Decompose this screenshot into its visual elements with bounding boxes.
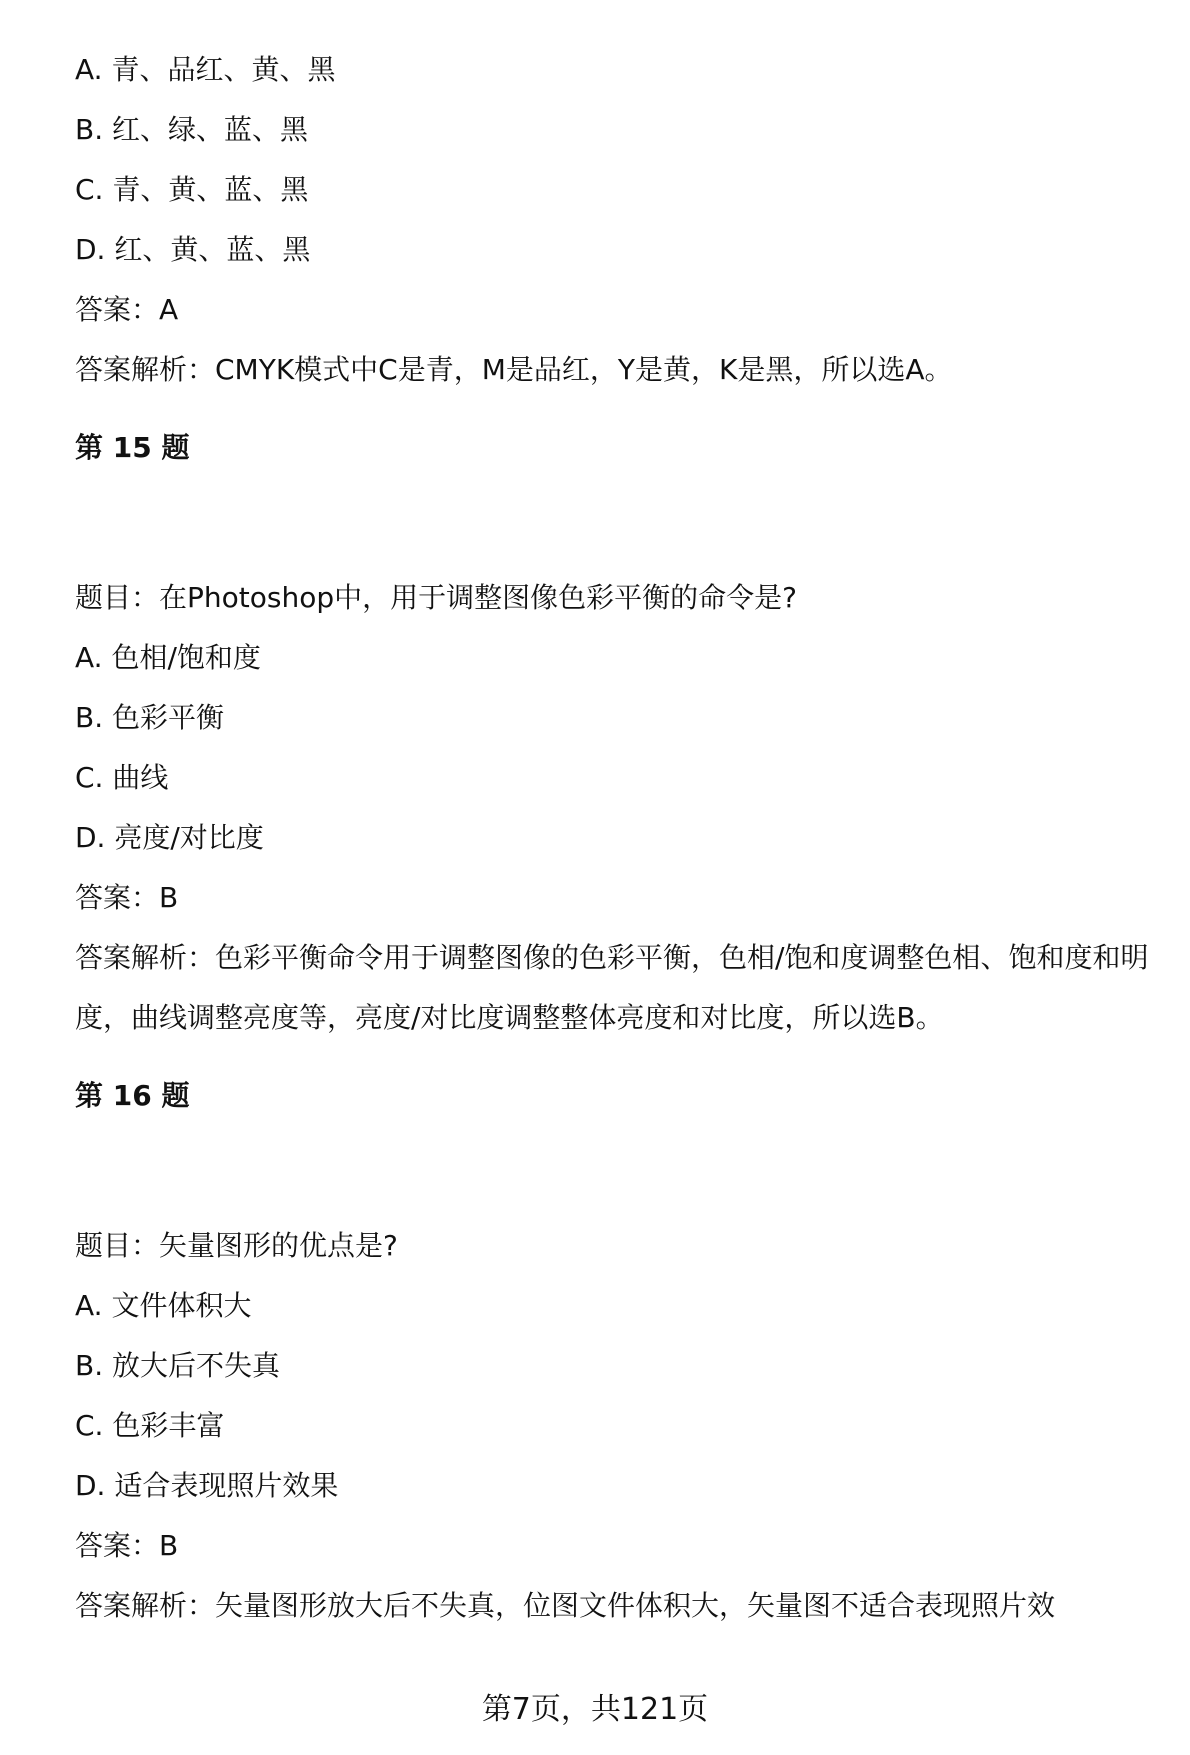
q15-option-b: B. 色彩平衡 [75,701,225,734]
q14-answer: 答案：A [75,293,179,326]
q16-analysis: 答案解析：矢量图形放大后不失真，位图文件体积大，矢量图不适合表现照片效 [75,1589,1056,1622]
q14-analysis: 答案解析：CMYK模式中C是青，M是品红，Y是黄，K是黑，所以选A。 [75,353,953,386]
q15-question: 题目：在Photoshop中，用于调整图像色彩平衡的命令是? [75,581,797,614]
page-number-footer: 第7页，共121页 [481,1692,709,1727]
q14-option-b: B. 红、绿、蓝、黑 [75,113,309,146]
q16-option-a: A. 文件体积大 [75,1289,252,1322]
q15-option-d: D. 亮度/对比度 [75,821,264,854]
q15-analysis: 答案解析：色彩平衡命令用于调整图像的色彩平衡，色相/饱和度调整色相、饱和度和明度，曲线调整亮度等，亮度/对比度调整整体亮度和对比度，所以选B。 [75,941,1149,1034]
q15-heading: 第 15 题 [75,431,190,464]
question-14-tail [75,40,1175,400]
q14-option-d: D. 红、黄、蓝、黑 [75,233,311,266]
q14-option-c: C. 青、黄、蓝、黑 [75,173,309,206]
q16-option-b: B. 放大后不失真 [75,1349,281,1382]
q16-answer: 答案：B [75,1529,179,1562]
q15-option-c: C. 曲线 [75,761,169,794]
question-15 [75,418,1175,1048]
q15-option-a: A. 色相/饱和度 [75,641,261,674]
document-page [75,40,1175,1636]
q16-option-c: C. 色彩丰富 [75,1409,225,1442]
q16-heading: 第 16 题 [75,1079,190,1112]
question-16 [75,1066,1175,1636]
q14-option-a: A. 青、品红、黄、黑 [75,53,336,86]
q15-answer: 答案：B [75,881,179,914]
q16-question: 题目：矢量图形的优点是? [75,1229,398,1262]
q16-option-d: D. 适合表现照片效果 [75,1469,339,1502]
